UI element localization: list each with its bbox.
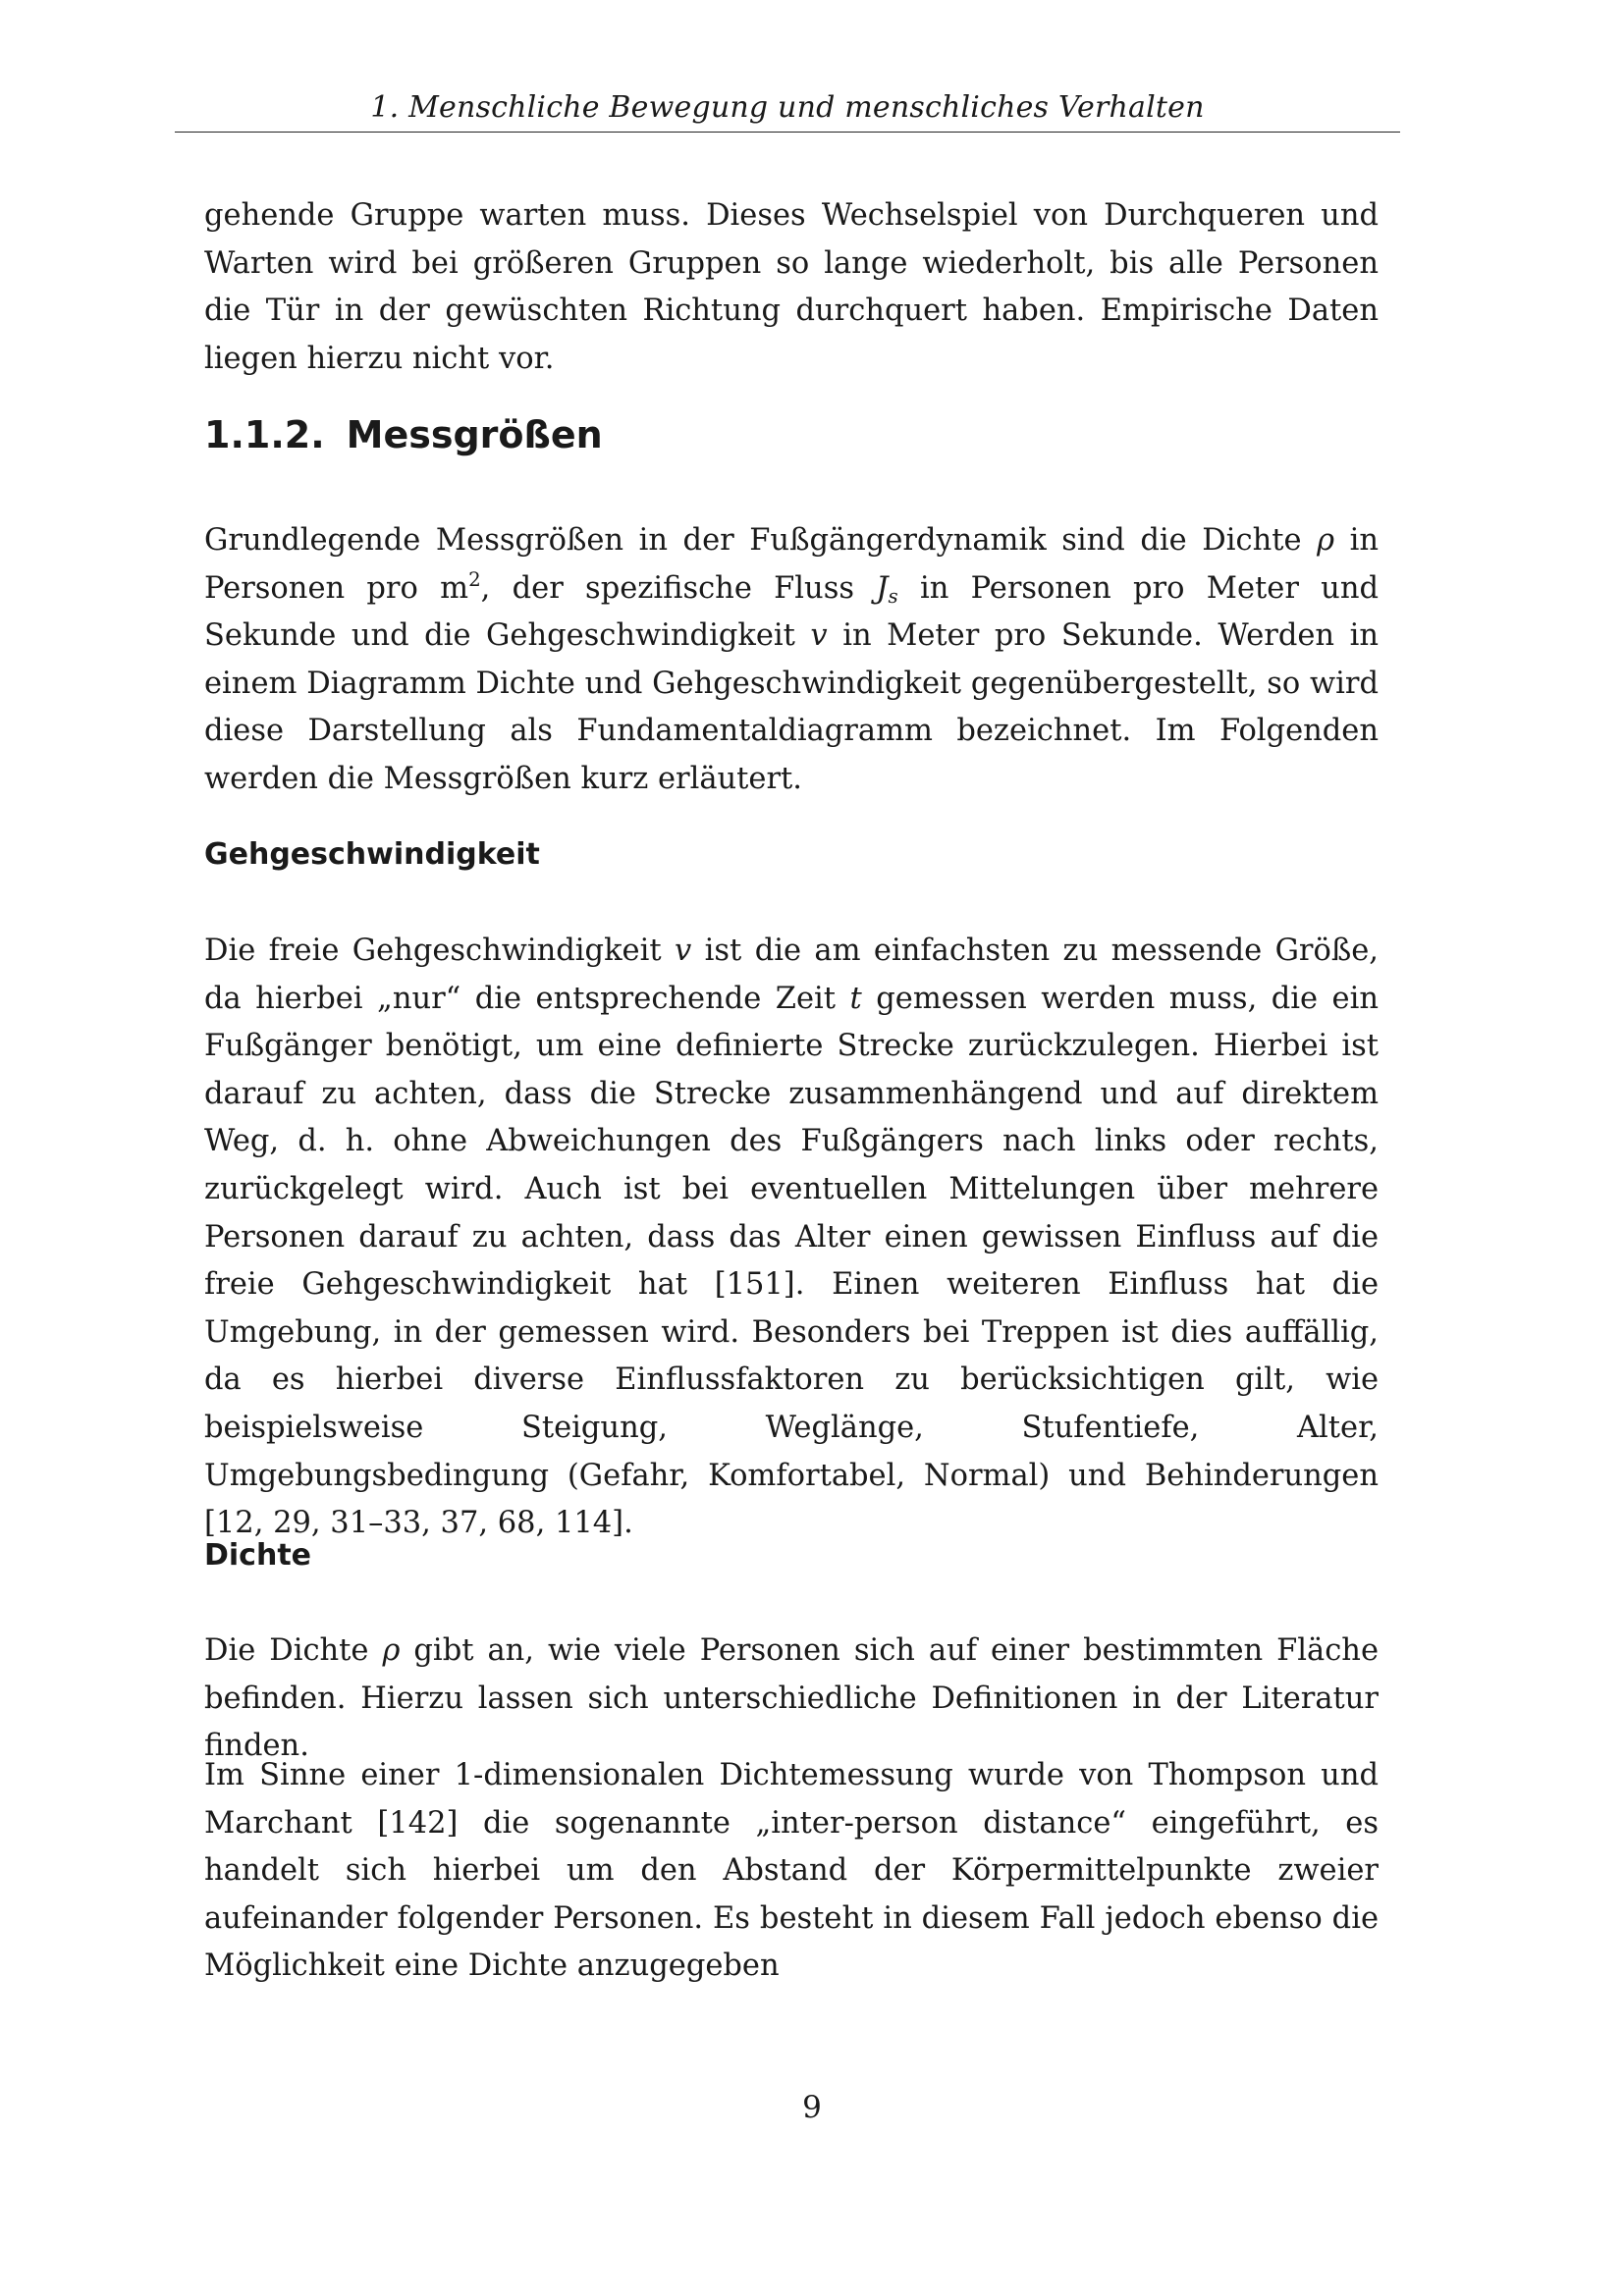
paragraph-intro: gehende Gruppe warten muss. Dieses Wechselspiel von Durchqueren und Warten wird bei größeren Gruppen so lange wiederholt, bis alle Personen die Tür in der gewüschten Richtung durchquert haben. Empirische Daten liegen hierzu nicht vor. [204,198,1379,376]
text-run: Grundlegende Messgrößen in der Fußgängerdynamik sind die Dichte [204,523,1318,558]
section-title: Messgrößen [346,413,603,456]
section-heading [204,412,603,457]
text-run: in Personen pro Meter und Sekunde und die Gehgeschwindigkeit [204,570,1379,654]
text-run: gemessen werden muss, die ein Fußgänger benötigt, um eine definierte Strecke zurückzulegen. Hierbei ist darauf zu achten, dass die Strecke zusammenhängend und auf direktem Weg, d. h. ohne Abweichungen des Fußgängers nach links oder rechts, zurückgelegt wird. Auch ist bei eventuellen Mittelungen über mehrere Personen darauf zu achten, dass das Alter einen gewissen Einfluss auf die freie Gehgeschwindigkeit hat [151]. Einen weiteren Einfluss hat die Umgebung, in der gemessen wird. Besonders bei Treppen ist dies auffällig, da es hierbei diverse Einflussfaktoren zu berücksichtigen gilt, wie beispielsweise Steigung, Weglänge, Stufentiefe, Alter, Umgebungsbedingung (Gefahr, Komfortabel, Normal) und Behinderungen [12, 29, 31–33, 37, 68, 114]. [204,981,1379,1541]
math-v: v [675,934,692,968]
text-run: Die freie Gehgeschwindigkeit [204,934,676,968]
text-run: , der spezifische Fluss [480,570,877,606]
math-rho: ρ [1317,523,1335,558]
paragraph-dichte-2: Im Sinne einer 1-dimensionalen Dichtemessung wurde von Thompson und Marchant [142] die sogenannte „inter-person distance“ eingeführt, es handelt sich hierbei um den Abstand der Körpermittelpunkte zweier aufeinander folgender Personen. Es besteht in diesem Fall jedoch ebenso die Möglichkeit eine Dichte anzugegeben [204,1758,1379,1984]
math-subscript: s [888,584,898,608]
header-rule [175,132,1400,133]
subsection-heading-dichte: Dichte [204,1538,312,1573]
paragraph-dichte-1 [204,1628,1379,1771]
text-run: Die Dichte [204,1633,383,1668]
subsection-heading-gehgeschwindigkeit: Gehgeschwindigkeit [204,837,540,872]
math-rho: ρ [382,1633,401,1668]
math-v: v [810,618,828,654]
math-superscript: 2 [468,567,481,591]
math-t: t [849,981,862,1016]
math-J: J [876,570,889,606]
text-run: in Personen pro m [204,523,1379,606]
section-number: 1.1.2. [204,413,325,456]
text-run: in Meter pro Sekunde. Werden in einem Diagramm Dichte und Gehgeschwindigkeit gegenübergestellt, so wird diese Darstellung als Fundamentaldiagramm bezeichnet. Im Folgenden werden die Messgrößen kurz erläutert. [204,618,1379,796]
paragraph-messgroessen [204,517,1379,804]
paragraph-gehgeschwindigkeit [204,928,1379,1548]
text-run: ist die am einfachsten zu messende Größe, da hierbei „nur“ die entsprechende Zeit [204,934,1379,1016]
page-number: 9 [802,2090,822,2125]
text-run: gibt an, wie viele Personen sich auf einer bestimmten Fläche befinden. Hierzu lassen sich unterschiedliche Definitionen in der Literatur finden. [204,1633,1379,1764]
running-header: 1. Menschliche Bewegung und menschliches Verhalten [370,90,1205,125]
